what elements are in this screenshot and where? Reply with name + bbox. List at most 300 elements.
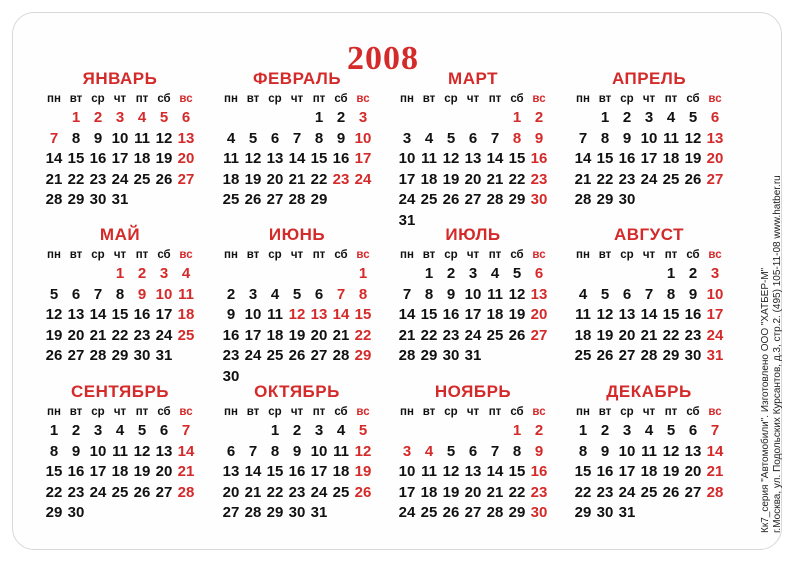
weekday-label: вс: [356, 93, 370, 105]
day-cell: 26: [442, 191, 460, 209]
day-cell: 30: [67, 504, 85, 522]
day-cell: 6: [468, 442, 478, 460]
week-row: [43, 462, 197, 483]
day-cell: 15: [45, 463, 63, 481]
week-row: [396, 170, 550, 191]
day-cell: 10: [155, 285, 173, 303]
day-cell: 24: [310, 483, 328, 501]
day-cell: 14: [288, 150, 306, 168]
empty-cell: [660, 190, 682, 211]
empty-cell: [462, 421, 484, 442]
month-block: [572, 381, 726, 524]
empty-cell: [396, 421, 418, 442]
month-block: [220, 381, 374, 524]
day-cell: 28: [332, 347, 350, 365]
day-cell: 21: [486, 170, 504, 188]
day-cell: 23: [442, 326, 460, 344]
day-cell: 28: [288, 191, 306, 209]
day-cell: 10: [640, 129, 658, 147]
empty-cell: [638, 190, 660, 211]
day-cell: 18: [420, 483, 438, 501]
weekday-label: вс: [708, 249, 722, 261]
day-cell: 9: [93, 129, 103, 147]
empty-cell: [131, 503, 153, 524]
month-name: НОЯБРЬ: [434, 382, 512, 401]
day-cell: 18: [574, 326, 592, 344]
day-cell: 26: [508, 326, 526, 344]
day-cell: 31: [310, 504, 328, 522]
day-cell: 27: [618, 347, 636, 365]
day-cell: 27: [177, 170, 195, 188]
day-cell: 10: [244, 306, 262, 324]
day-cell: 12: [155, 129, 173, 147]
empty-cell: [352, 503, 374, 524]
day-cell: 1: [358, 265, 368, 282]
month-name: АПРЕЛЬ: [611, 69, 687, 88]
day-cell: 7: [336, 285, 346, 303]
day-cell: 29: [596, 191, 614, 209]
day-cell: 15: [508, 150, 526, 168]
day-cell: 8: [666, 285, 676, 303]
day-cell: 24: [398, 504, 416, 522]
weekday-label: вс: [356, 249, 370, 261]
week-row: [43, 149, 197, 170]
day-cell: 6: [270, 129, 280, 147]
day-cell: 9: [292, 442, 302, 460]
week-row: [396, 462, 550, 483]
week-row: [396, 149, 550, 170]
empty-cell: [616, 264, 638, 285]
empty-cell: [704, 503, 726, 524]
day-cell: 5: [688, 109, 698, 126]
day-cell: 21: [332, 326, 350, 344]
weekday-label: пн: [47, 93, 61, 105]
day-cell: 29: [508, 504, 526, 522]
month-name: ИЮНЬ: [268, 225, 326, 244]
day-cell: 15: [596, 150, 614, 168]
day-cell: 31: [155, 347, 173, 365]
day-cell: 1: [512, 109, 522, 126]
weekday-label: сб: [334, 406, 348, 418]
weekday-label: пн: [576, 93, 590, 105]
day-cell: 8: [600, 129, 610, 147]
day-cell: 28: [244, 504, 262, 522]
weekday-label: ср: [91, 93, 105, 105]
week-row: [396, 503, 550, 524]
day-cell: 15: [310, 150, 328, 168]
day-cell: 29: [111, 347, 129, 365]
day-cell: 21: [288, 170, 306, 188]
weekday-label: сб: [510, 93, 524, 105]
day-cell: 7: [578, 129, 588, 147]
day-cell: 11: [112, 442, 128, 460]
day-cell: 8: [512, 442, 522, 460]
weekday-label: вт: [598, 406, 612, 418]
day-cell: 26: [596, 347, 614, 365]
day-cell: 12: [45, 306, 63, 324]
day-cell: 20: [155, 463, 173, 481]
day-cell: 30: [530, 191, 548, 209]
empty-cell: [175, 503, 197, 524]
day-cell: 11: [421, 463, 437, 481]
empty-cell: [396, 108, 418, 129]
day-cell: 30: [133, 347, 151, 365]
week-row: [220, 129, 374, 150]
weekday-header: [220, 403, 374, 421]
week-row: [396, 326, 550, 347]
week-row: [396, 442, 550, 463]
empty-cell: [109, 503, 131, 524]
empty-cell: [264, 264, 286, 285]
day-cell: 9: [226, 306, 236, 324]
empty-cell: [682, 503, 704, 524]
day-cell: 4: [226, 129, 236, 147]
day-cell: 13: [266, 150, 284, 168]
day-cell: 5: [49, 285, 59, 303]
day-cell: 21: [486, 483, 504, 501]
week-row: [572, 503, 726, 524]
day-cell: 2: [688, 265, 698, 282]
day-cell: 1: [314, 109, 324, 126]
day-cell: 26: [133, 483, 151, 501]
day-cell: 18: [133, 150, 151, 168]
day-cell: 3: [358, 109, 368, 126]
day-cell: 5: [137, 422, 147, 439]
day-cell: 26: [662, 483, 680, 501]
week-row: [43, 264, 197, 285]
week-row: [396, 190, 550, 211]
empty-cell: [484, 421, 506, 442]
empty-cell: [462, 108, 484, 129]
day-cell: 5: [159, 109, 169, 126]
day-cell: 9: [534, 442, 544, 460]
day-cell: 28: [398, 347, 416, 365]
day-cell: 4: [644, 422, 654, 439]
day-cell: 15: [111, 306, 129, 324]
calendar-card: [12, 12, 782, 550]
day-cell: 14: [706, 442, 724, 460]
day-cell: 18: [222, 170, 240, 188]
week-row: [220, 149, 374, 170]
week-row: [396, 285, 550, 306]
day-cell: 1: [115, 265, 125, 282]
weekday-header: [572, 403, 726, 421]
week-row: [396, 305, 550, 326]
month-name: ЯНВАРЬ: [82, 69, 158, 88]
day-cell: 6: [159, 422, 169, 439]
day-cell: 10: [706, 285, 724, 303]
day-cell: 14: [574, 150, 592, 168]
day-cell: 31: [111, 191, 129, 209]
weekday-label: пн: [400, 93, 414, 105]
day-cell: 7: [49, 129, 59, 147]
day-cell: 2: [137, 265, 147, 282]
day-cell: 25: [574, 347, 592, 365]
empty-cell: [330, 190, 352, 211]
empty-cell: [418, 108, 440, 129]
day-cell: 3: [115, 109, 125, 126]
week-row: [43, 346, 197, 367]
day-cell: 24: [706, 326, 724, 344]
weekday-label: пт: [312, 249, 326, 261]
day-cell: 14: [398, 306, 416, 324]
weekday-label: пн: [47, 249, 61, 261]
day-cell: 13: [155, 442, 173, 460]
day-cell: 1: [270, 422, 280, 439]
day-cell: 13: [67, 306, 85, 324]
weekday-label: сб: [686, 249, 700, 261]
month-block: [396, 68, 550, 232]
day-cell: 25: [222, 191, 240, 209]
day-cell: 1: [578, 422, 588, 439]
day-cell: 13: [222, 463, 240, 481]
day-cell: 20: [310, 326, 328, 344]
day-cell: 20: [684, 463, 702, 481]
day-cell: 22: [574, 483, 592, 501]
day-cell: 13: [618, 306, 636, 324]
weekday-label: сб: [510, 406, 524, 418]
weekday-label: вс: [179, 249, 193, 261]
week-row: [572, 285, 726, 306]
week-row: [220, 170, 374, 191]
weekday-label: пт: [135, 93, 149, 105]
day-cell: 25: [420, 504, 438, 522]
day-cell: 6: [71, 285, 81, 303]
empty-cell: [638, 503, 660, 524]
day-cell: 10: [310, 442, 328, 460]
day-cell: 27: [464, 504, 482, 522]
weekday-label: чт: [113, 93, 127, 105]
empty-cell: [330, 264, 352, 285]
day-cell: 9: [336, 129, 346, 147]
week-row: [220, 346, 374, 367]
weekday-label: пн: [576, 249, 590, 261]
empty-cell: [396, 264, 418, 285]
day-cell: 2: [534, 109, 544, 126]
day-cell: 27: [530, 326, 548, 344]
week-row: [396, 483, 550, 504]
week-row: [572, 170, 726, 191]
day-cell: 26: [684, 170, 702, 188]
weekday-header: [43, 246, 197, 264]
week-row: [220, 264, 374, 285]
month-block: [220, 68, 374, 211]
day-cell: 23: [596, 483, 614, 501]
day-cell: 25: [486, 326, 504, 344]
day-cell: 21: [574, 170, 592, 188]
day-cell: 7: [402, 285, 412, 303]
day-cell: 10: [464, 285, 482, 303]
day-cell: 8: [115, 285, 125, 303]
day-cell: 3: [402, 129, 412, 147]
day-cell: 14: [89, 306, 107, 324]
day-cell: 23: [530, 483, 548, 501]
week-row: [220, 190, 374, 211]
empty-cell: [286, 108, 308, 129]
day-cell: 2: [622, 109, 632, 126]
day-cell: 25: [662, 170, 680, 188]
week-row: [572, 305, 726, 326]
day-cell: 21: [177, 463, 195, 481]
day-cell: 22: [508, 483, 526, 501]
day-cell: 1: [424, 265, 434, 282]
day-cell: 11: [487, 285, 503, 303]
week-row: [572, 264, 726, 285]
day-cell: 26: [288, 347, 306, 365]
day-cell: 27: [67, 347, 85, 365]
weekday-label: сб: [157, 406, 171, 418]
day-cell: 15: [662, 306, 680, 324]
weekday-label: чт: [290, 406, 304, 418]
day-cell: 28: [706, 483, 724, 501]
day-cell: 4: [270, 285, 280, 303]
day-cell: 30: [530, 504, 548, 522]
day-cell: 1: [512, 422, 522, 439]
day-cell: 17: [640, 150, 658, 168]
empty-cell: [660, 503, 682, 524]
empty-cell: [220, 421, 242, 442]
empty-cell: [418, 421, 440, 442]
day-cell: 16: [596, 463, 614, 481]
month-block: [43, 68, 197, 211]
day-cell: 12: [684, 129, 702, 147]
day-cell: 20: [67, 326, 85, 344]
day-cell: 10: [89, 442, 107, 460]
day-cell: 9: [446, 285, 456, 303]
day-cell: 1: [49, 422, 59, 439]
weekday-header: [572, 90, 726, 108]
week-row: [572, 190, 726, 211]
weekday-label: пт: [664, 93, 678, 105]
day-cell: 10: [398, 463, 416, 481]
day-cell: 21: [89, 326, 107, 344]
day-cell: 25: [332, 483, 350, 501]
day-cell: 30: [684, 347, 702, 365]
day-cell: 17: [244, 326, 262, 344]
day-cell: 14: [486, 150, 504, 168]
day-cell: 23: [288, 483, 306, 501]
day-cell: 3: [644, 109, 654, 126]
day-cell: 29: [420, 347, 438, 365]
week-row: [220, 326, 374, 347]
day-cell: 7: [181, 422, 191, 439]
weekday-label: чт: [290, 249, 304, 261]
day-cell: 2: [534, 422, 544, 439]
day-cell: 3: [710, 265, 720, 282]
weekday-label: пн: [400, 249, 414, 261]
month-name: ИЮЛЬ: [445, 225, 501, 244]
day-cell: 19: [133, 463, 151, 481]
day-cell: 29: [266, 504, 284, 522]
weekday-label: вс: [532, 406, 546, 418]
day-cell: 12: [244, 150, 262, 168]
day-cell: 11: [333, 442, 349, 460]
month-name: ДЕКАБРЬ: [606, 382, 692, 401]
empty-cell: [153, 190, 175, 211]
empty-cell: [220, 108, 242, 129]
day-cell: 6: [688, 422, 698, 439]
day-cell: 26: [244, 191, 262, 209]
day-cell: 9: [622, 129, 632, 147]
day-cell: 9: [71, 442, 81, 460]
day-cell: 27: [684, 483, 702, 501]
day-cell: 19: [244, 170, 262, 188]
day-cell: 6: [534, 265, 544, 282]
weekday-label: сб: [510, 249, 524, 261]
day-cell: 3: [248, 285, 258, 303]
day-cell: 5: [248, 129, 258, 147]
day-cell: 22: [67, 170, 85, 188]
week-row: [572, 108, 726, 129]
day-cell: 13: [177, 129, 195, 147]
weekday-label: ср: [620, 93, 634, 105]
weekday-label: вс: [179, 406, 193, 418]
week-row: [572, 346, 726, 367]
day-cell: 15: [67, 150, 85, 168]
weekday-label: вс: [532, 93, 546, 105]
empty-cell: [572, 108, 594, 129]
day-cell: 17: [310, 463, 328, 481]
weekday-label: пн: [224, 249, 238, 261]
day-cell: 29: [574, 504, 592, 522]
day-cell: 14: [486, 463, 504, 481]
day-cell: 19: [442, 170, 460, 188]
empty-cell: [440, 421, 462, 442]
weekday-header: [572, 246, 726, 264]
day-cell: 31: [464, 347, 482, 365]
day-cell: 22: [420, 326, 438, 344]
day-cell: 19: [288, 326, 306, 344]
day-cell: 1: [666, 265, 676, 282]
day-cell: 24: [111, 170, 129, 188]
weekday-label: вт: [422, 406, 436, 418]
day-cell: 3: [159, 265, 169, 282]
weekday-header: [396, 246, 550, 264]
day-cell: 28: [45, 191, 63, 209]
day-cell: 7: [248, 442, 258, 460]
weekday-label: вс: [532, 249, 546, 261]
weekday-label: ср: [268, 406, 282, 418]
day-cell: 11: [575, 306, 591, 324]
empty-cell: [153, 503, 175, 524]
publisher-imprint: [760, 53, 784, 533]
day-cell: 31: [706, 347, 724, 365]
weekday-header: [43, 90, 197, 108]
week-row: [572, 442, 726, 463]
weekday-label: чт: [113, 249, 127, 261]
day-cell: 24: [398, 191, 416, 209]
day-cell: 2: [71, 422, 81, 439]
weekday-label: вт: [246, 93, 260, 105]
day-cell: 27: [222, 504, 240, 522]
weekday-label: ср: [91, 406, 105, 418]
day-cell: 21: [398, 326, 416, 344]
day-cell: 22: [111, 326, 129, 344]
week-row: [43, 421, 197, 442]
week-row: [43, 129, 197, 150]
weekday-label: ср: [620, 406, 634, 418]
month-block: [220, 224, 374, 388]
weekday-label: вт: [422, 93, 436, 105]
empty-cell: [484, 108, 506, 129]
day-cell: 30: [222, 367, 240, 385]
day-cell: 12: [596, 306, 614, 324]
day-cell: 10: [111, 129, 129, 147]
weekday-label: вт: [422, 249, 436, 261]
weekday-label: вс: [356, 406, 370, 418]
weekday-label: сб: [686, 406, 700, 418]
day-cell: 11: [267, 306, 283, 324]
